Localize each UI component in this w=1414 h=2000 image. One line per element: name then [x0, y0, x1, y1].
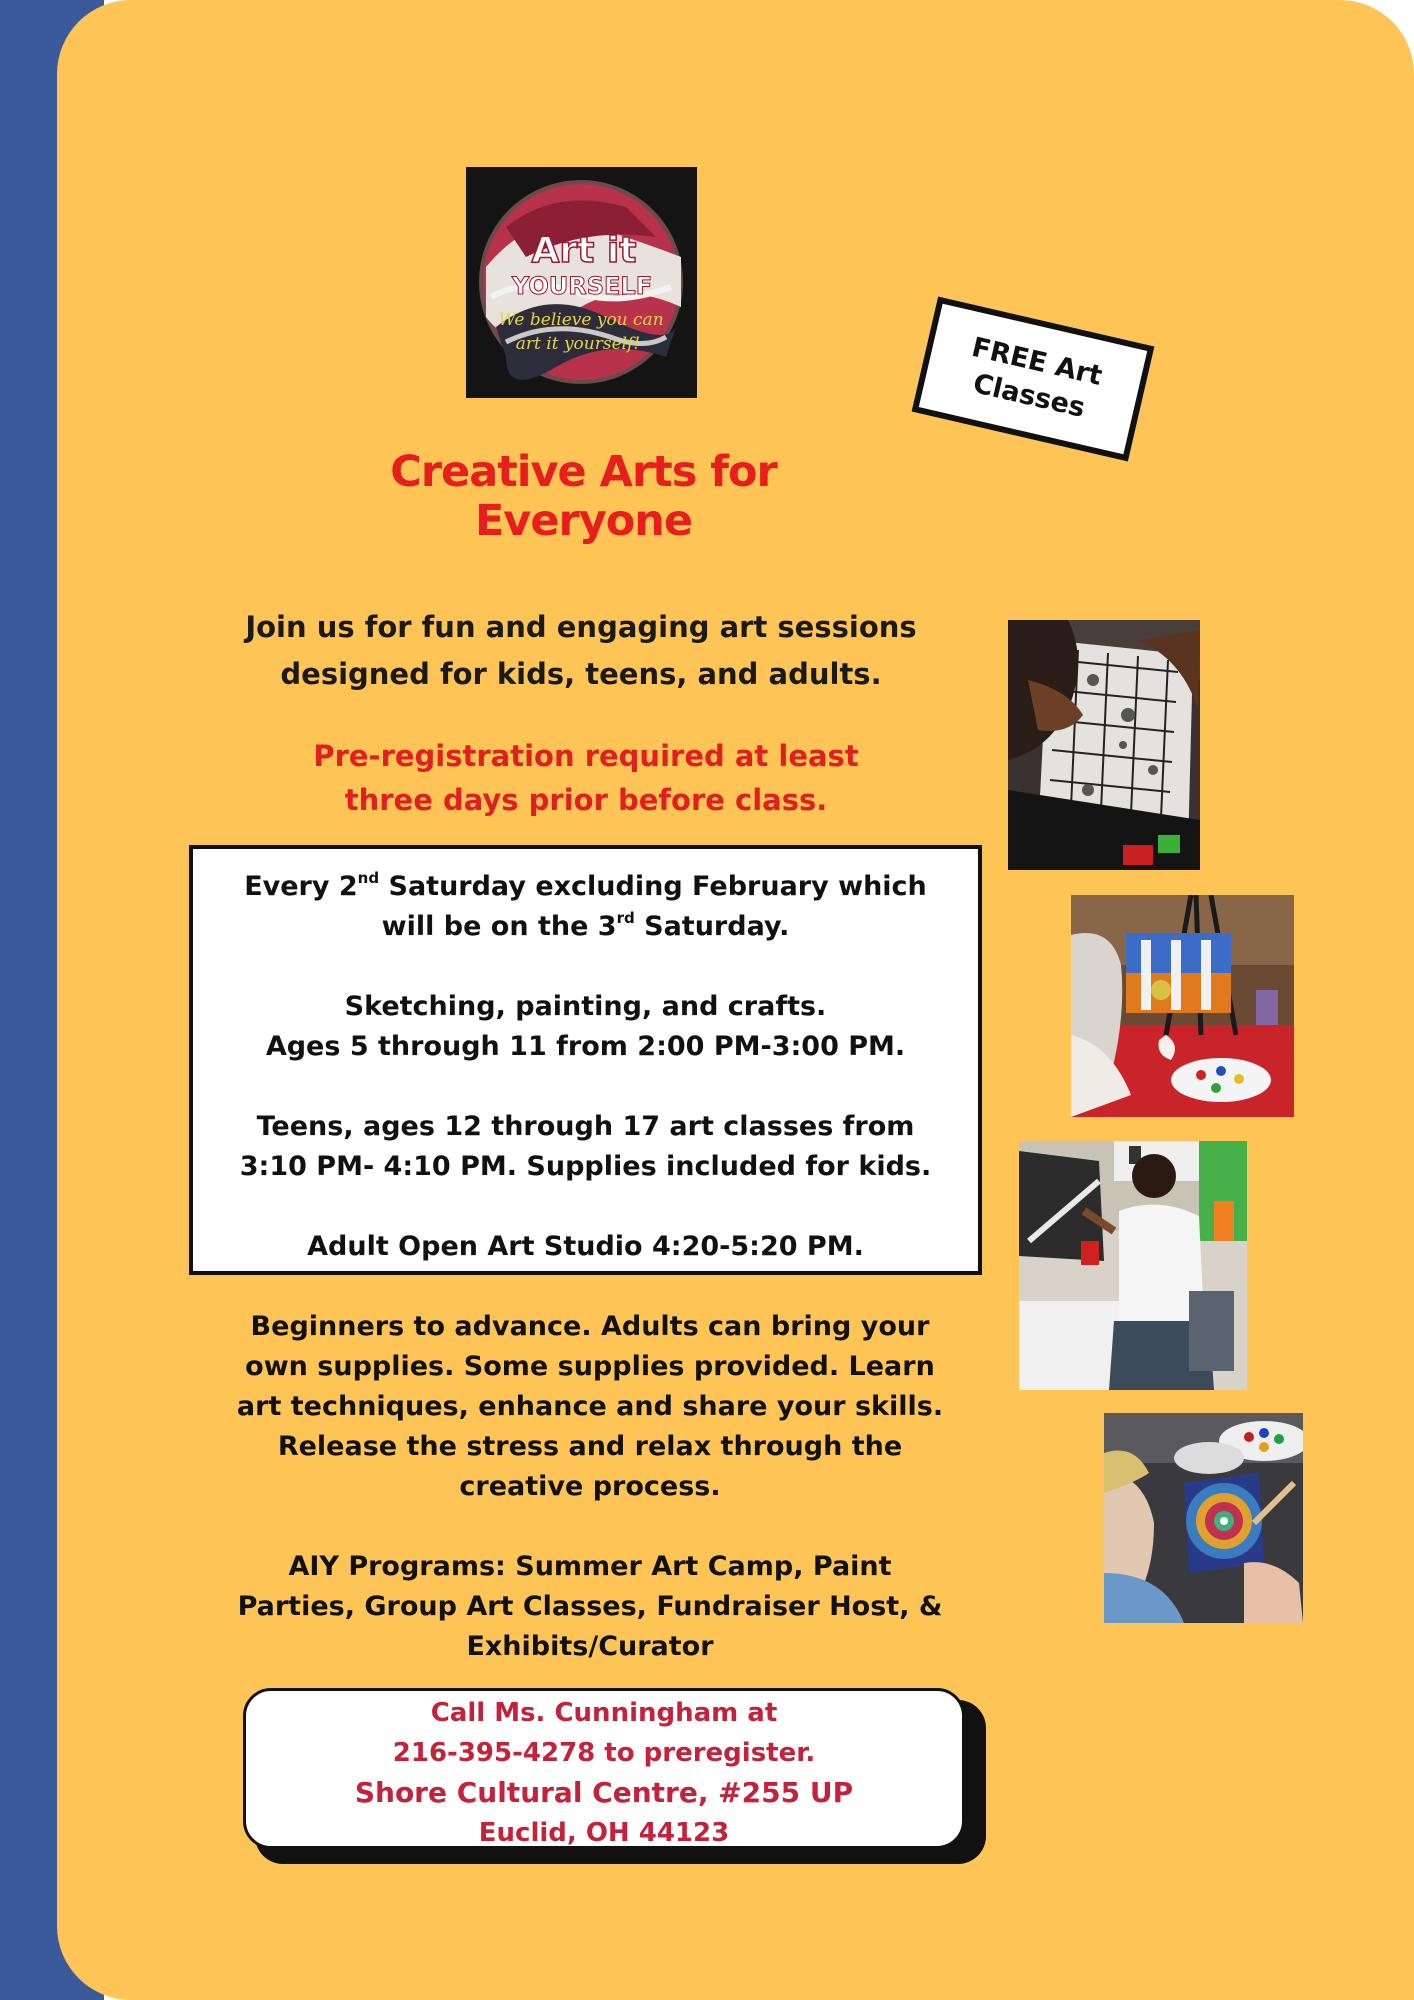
- body-line: art techniques, enhance and share your skills.: [236, 1391, 944, 1422]
- body-line: Release the stress and relax through the: [277, 1431, 903, 1462]
- photo-mandala-painting: [1104, 1413, 1303, 1623]
- every-text-d: Saturday.: [634, 911, 790, 942]
- contact-city: Euclid, OH 44123: [478, 1818, 730, 1848]
- kids-line-1: Sketching, painting, and crafts.: [344, 991, 827, 1022]
- every-sup-rd: rd: [616, 909, 635, 927]
- art-it-yourself-logo: [466, 167, 697, 398]
- intro-line-2: designed for kids, teens, and adults.: [280, 657, 882, 691]
- contact-line-1: Call Ms. Cunningham at: [430, 1698, 778, 1728]
- prereg-line-2: three days prior before class.: [344, 783, 828, 817]
- photo-easel-painting: [1071, 895, 1294, 1117]
- logo-graphic: [466, 167, 697, 398]
- programs-line: Parties, Group Art Classes, Fundraiser Host, &: [237, 1591, 943, 1622]
- badge-text: FREE Art Classes: [968, 331, 1106, 424]
- body-line: own supplies. Some supplies provided. Learn: [245, 1351, 935, 1382]
- contact-box: [243, 1688, 965, 1849]
- every-text-b: Saturday excluding February which: [379, 871, 927, 902]
- contact-venue: Shore Cultural Centre, #255 UP: [354, 1776, 854, 1809]
- photo-child-painting: [1019, 1141, 1247, 1390]
- title-line-2: Everyone: [474, 496, 693, 546]
- adult-studio-line: Adult Open Art Studio 4:20-5:20 PM.: [307, 1231, 864, 1262]
- schedule-box: [189, 845, 982, 1275]
- prereg-line-1: Pre-registration required at least: [313, 739, 859, 773]
- logo-text-believe: We believe you can: [498, 310, 664, 330]
- logo-text-yourself: YOURSELF: [511, 272, 653, 300]
- programs-line: AIY Programs: Summer Art Camp, Paint: [288, 1551, 892, 1582]
- photo-easel-graphic: [1071, 895, 1294, 1117]
- intro-text: [236, 604, 926, 698]
- photo-child-painting-graphic: [1019, 1141, 1247, 1390]
- photo-child-sketching: [1008, 620, 1200, 870]
- title-line-1: Creative Arts for: [390, 447, 777, 497]
- programs-line: Exhibits/Curator: [466, 1631, 714, 1662]
- teens-line-2: 3:10 PM- 4:10 PM. Supplies included for kids.: [239, 1151, 932, 1182]
- logo-text-art-it-yourself: art it yourself!: [515, 334, 641, 354]
- photo-sketching-graphic: [1008, 620, 1200, 870]
- description-text: [230, 1307, 950, 1667]
- preregistration-notice: [236, 734, 936, 822]
- every-sup-nd: nd: [357, 869, 380, 887]
- teens-line-1: Teens, ages 12 through 17 art classes from: [256, 1111, 915, 1142]
- kids-line-2: Ages 5 through 11 from 2:00 PM-3:00 PM.: [265, 1031, 906, 1062]
- intro-line-1: Join us for fun and engaging art sessions: [245, 610, 917, 644]
- every-text-c: will be on the 3: [381, 911, 617, 942]
- body-line: creative process.: [459, 1471, 721, 1502]
- schedule-third-saturday-line: [193, 907, 978, 947]
- schedule-every-line: [193, 867, 978, 907]
- every-text-a: Every 2: [244, 871, 358, 902]
- contact-phone: 216-395-4278 to preregister.: [392, 1738, 816, 1768]
- photo-mandala-graphic: [1104, 1413, 1303, 1623]
- body-line: Beginners to advance. Adults can bring your: [250, 1311, 930, 1342]
- logo-text-art-it: Art it: [531, 230, 637, 271]
- page-title: [340, 448, 827, 546]
